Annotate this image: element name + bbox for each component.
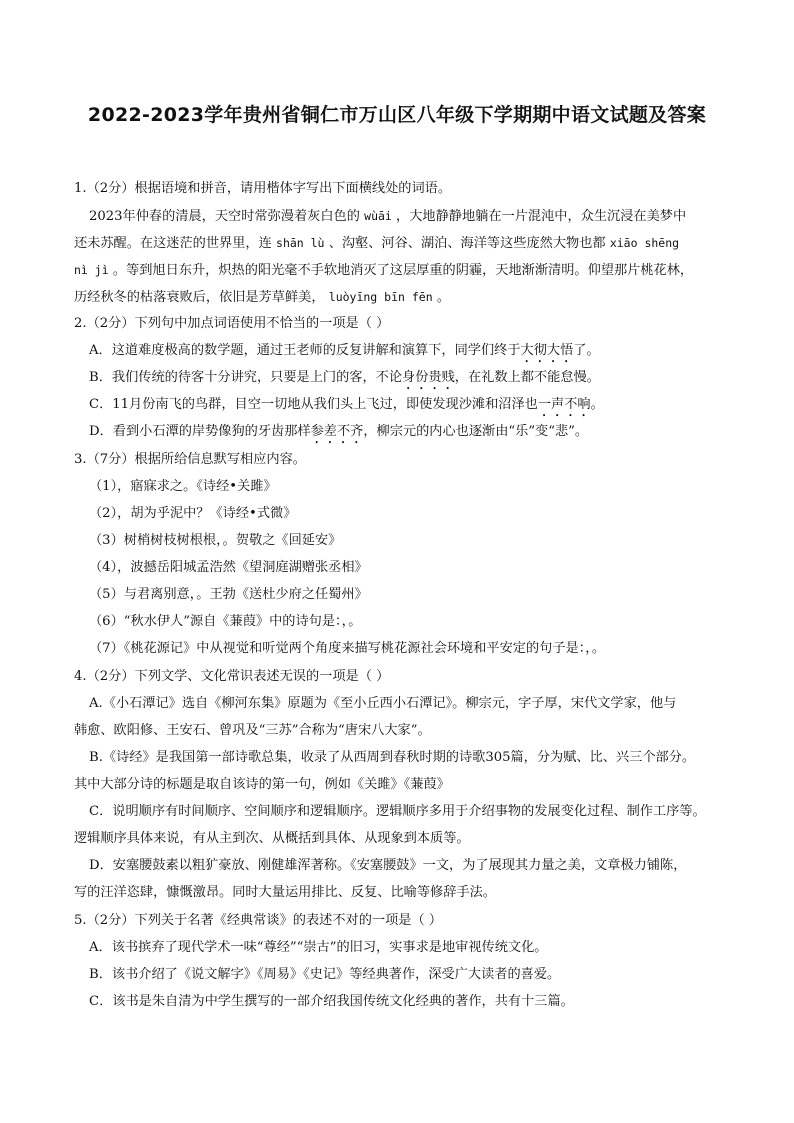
question-3-item-4: （4），波撼岳阳城孟浩然《望洞庭湖赠张丞相》 — [89, 560, 368, 575]
q1-text: 历经秋冬的枯落衰败后，依旧是芳草鲜美， — [74, 290, 325, 305]
question-4-option-c-line-2: 逻辑顺序具体来说，有从主到次、从概括到具体、从现象到本质等。 — [74, 831, 470, 846]
question-3-item-7: （7）《桃花源记》中从视觉和听觉两个角度来描写桃花源社会环境和平安定的句子是：，。 — [89, 641, 606, 656]
question-3-stem: 3.（7分）根据所给信息默写相应内容。 — [74, 452, 306, 467]
question-5-option-b: B．该书介绍了《说文解字》《周易》《史记》等经典著作，深受广大读者的喜爱。 — [89, 967, 561, 982]
document-title: 2022-2023学年贵州省铜仁市万山区八年级下学期期中语文试题及答案 — [87, 104, 707, 126]
question-2-option-a — [89, 342, 600, 366]
q1-text: 2023年仲春的清晨，天空时常弥漫着灰白色的 — [89, 209, 360, 224]
question-1-line-1 — [89, 207, 686, 226]
option-text: ，在礼数上都不能怠慢。 — [454, 370, 600, 385]
question-4-option-b-line-2: 其中大部分诗的标题是取自该诗的第一句，例如《关雎》《蒹葭》 — [74, 777, 450, 792]
question-2-option-c — [89, 396, 604, 420]
question-3-item-1: （1），寤寐求之。《诗经•关雎》 — [89, 479, 277, 494]
question-4-option-c-line-1: C．说明顺序有时间顺序、空间顺序和逻辑顺序。逻辑顺序多用于介绍事物的发展变化过程、制作工序等。 — [89, 804, 706, 819]
option-text: B．我们传统的待客十分讲究，只要是上门的客，不论 — [89, 370, 403, 385]
question-5-option-a: A．该书摈弃了现代学术一味“尊经”“崇古”的旧习，实事求是地审视传统文化。 — [89, 940, 548, 955]
option-text: ，柳宗元的内心也逐渐由“乐”变“悲”。 — [363, 424, 589, 439]
q1-pinyin-3a: xiāo shēng — [609, 236, 680, 250]
q1-pinyin-4: luòyīng bīn fēn — [328, 290, 433, 304]
dotted-word: 一声不响 — [537, 397, 591, 412]
q1-text: 、沟壑、河谷、湖泊、海洋等这些庞然大物也都 — [328, 236, 606, 251]
q1-pinyin-2: shān lù — [276, 236, 325, 250]
question-4-stem: 4.（2分）下列文学、文化常识表述无误的一项是（ ） — [74, 669, 390, 684]
question-5-stem: 5.（2分）下列关于名著《经典常谈》的表述不对的一项是（ ） — [74, 913, 443, 928]
question-3-item-3: （3）树梢树枝树根根，。贺敬之《回延安》 — [89, 533, 342, 548]
question-3-item-2: （2），胡为乎泥中？《诗经•式微》 — [89, 506, 297, 521]
q1-text: 还未苏醒。在这迷茫的世界里，连 — [74, 236, 272, 251]
q1-pinyin-1: wùāi — [364, 209, 392, 223]
question-2-stem: 2.（2分）下列句中加点词语使用不恰当的一项是（ ） — [74, 316, 390, 331]
option-text: 了。 — [573, 343, 600, 358]
q1-text: 。 — [436, 290, 451, 305]
option-text: C．11月份南飞的鸟群，目空一切地从我们头上飞过，即使发现沙滩和沼泽也 — [89, 397, 538, 412]
question-4-option-d-line-1: D．安塞腰鼓素以粗犷豪放、刚健雄浑著称。《安塞腰鼓》一文，为了展现其力量之美，文章极力铺陈， — [89, 858, 687, 873]
question-3-item-5: （5）与君离别意，。王勃《送杜少府之任蜀州》 — [89, 587, 368, 602]
question-1-line-2 — [74, 234, 679, 253]
question-5-option-c: C．该书是朱自清为中学生撰写的一部介绍我国传统文化经典的著作，共有十三篇。 — [89, 994, 574, 1009]
question-4-option-b-line-1: B.《诗经》是我国第一部诗歌总集，收录了从西周到春秋时期的诗歌305篇，分为赋、比、兴三个部分。 — [89, 750, 696, 765]
q1-pinyin-3b: nì jì — [74, 263, 109, 277]
question-3-item-6: （6）“秋水伊人”源自《蒹葭》中的诗句是：，。 — [89, 614, 362, 629]
option-text: D．看到小石潭的岸势像狗的牙齿那样 — [89, 424, 311, 439]
question-4-option-d-line-2: 写的汪洋恣肆，慷慨激昂。同时大量运用排比、反复、比喻等修辞手法。 — [74, 885, 496, 900]
dotted-word: 大彻大悟 — [520, 343, 574, 358]
question-4-option-a-line-2: 韩愈、欧阳修、王安石、曾巩及“三苏”合称为“唐宋八大家”。 — [74, 723, 431, 738]
option-text: A．这道难度极高的数学题，通过王老师的反复讲解和演算下，同学们终于 — [89, 343, 521, 358]
question-1-line-4 — [74, 288, 450, 307]
question-2-option-d — [89, 423, 588, 447]
question-2-option-b — [89, 369, 600, 393]
dotted-word: 参差不齐 — [310, 424, 364, 439]
question-4-option-a-line-1: A.《小石潭记》选自《柳河东集》原题为《至小丘西小石潭记》。柳宗元，字子厚，宋代文学家，他与 — [89, 696, 677, 711]
question-1-stem: 1.（2分）根据语境和拼音，请用楷体字写出下面横线处的词语。 — [74, 181, 452, 196]
q1-text: 。等到旭日东升，炽热的阳光毫不手软地消灭了这层厚重的阴霾，天地渐渐清明。仰望那片桃花林， — [112, 263, 694, 278]
option-text: 。 — [590, 397, 604, 412]
dotted-word: 身份贵贱 — [402, 370, 455, 385]
q1-text: ，大地静静地躺在一片混沌中，众生沉浸在美梦中 — [396, 209, 687, 224]
question-1-line-3 — [74, 261, 693, 280]
